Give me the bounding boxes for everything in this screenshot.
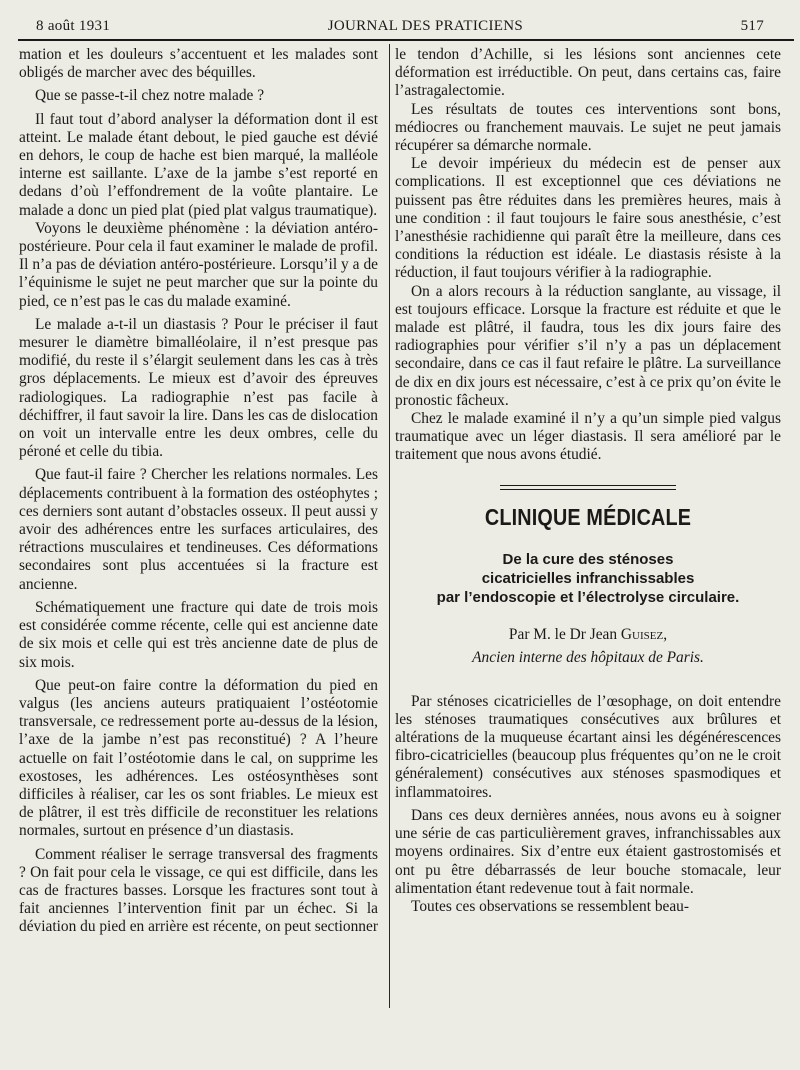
author-affiliation: Ancien interne des hôpitaux de Paris. bbox=[472, 648, 704, 666]
byline-prefix: Par M. le Dr Jean bbox=[508, 625, 618, 643]
article-title-line: cicatricielles infranchissables bbox=[481, 569, 695, 587]
header-rule bbox=[18, 39, 794, 41]
paragraph: Comment réaliser le serrage transversal des fragments ? On fait pour cela le vissage, ce qui est difficile, dans les cas de fractures basses. Lorsque les fractures sont tout à fait anciennes l’intervention finit par un échec. Si la déviation du pied en arrière est récente, on peut sectionner bbox=[19, 845, 378, 936]
paragraph: Que se passe-t-il chez notre malade ? bbox=[35, 87, 265, 105]
section-separator bbox=[500, 485, 676, 490]
paragraph: Le malade a-t-il un diastasis ? Pour le préciser il faut mesurer le diamètre bimalléolaire, il n’est presque pas modifié, du reste il s’élargit seulement dans les cas à très gros déplacements. Le mieux est d’avoir des épreuves radiologiques. La radiographie n’est pas facile à déchiffrer, il faut savoir la lire. Dans les cas de dislocation on voit un intervalle entre les deux ombres, celle du péroné et celle du tibia. bbox=[19, 315, 378, 461]
paragraph: Le devoir impérieux du médecin est de penser aux complications. Il est exceptionnel que ces déviations ne puissent pas être réduites dans les premières heures, mais à une condition : il faut toujours le faire sous anesthésie, c’est l’anesthésie rachidienne qui paraît être la meilleure, dans ces conditions la réduction est idéale. Le diastasis résiste à la réduction, il faut toujours vérifier à la radiographie. bbox=[395, 155, 781, 282]
byline-surname: Guisez, bbox=[620, 625, 668, 643]
paragraph: Schématiquement une fracture qui date de trois mois est considérée comme récente, celle qui est ancienne date de six mois et celle qui est très ancienne date de plus de six mois. bbox=[19, 598, 378, 671]
article-title-line: De la cure des sténoses bbox=[502, 550, 674, 568]
paragraph: Toutes ces observations se ressemblent beau- bbox=[411, 897, 690, 915]
paragraph: Par sténoses cicatricielles de l’œsophage, on doit entendre les sténoses traumatiques consécutives aux brûlures et altérations de la muqueuse écartant ainsi les dégénérescences fibro-cicatricielles (beaucoup plus fréquentes qu’on ne le croit généralement) consécutives aux sténoses spasmodiques et inflammatoires. bbox=[395, 692, 781, 801]
column-divider bbox=[389, 44, 390, 1008]
page-number: 517 bbox=[740, 18, 764, 34]
article-title bbox=[395, 550, 781, 607]
left-column bbox=[19, 46, 378, 1010]
right-column bbox=[395, 46, 781, 1010]
paragraph: mation et les douleurs s’accentuent et les malades sont obligés de marcher avec des béquilles. bbox=[19, 46, 378, 82]
byline bbox=[395, 625, 781, 644]
paragraph: Que peut-on faire contre la déformation du pied en valgus (les anciens auteurs pratiquaient l’ostéotomie transversale, ce redressement porte au-dessus de la lésion, l’axe de la jambe n’est pas reconstitué) ? A l’heure actuelle on fait l’ostéotomie dans le cal, on supprime les exostoses, les adhérences. Les ostéosynthèses sont difficiles à réaliser, car les os sont friables. Le mieux est de plâtrer, il est très difficile de reconstituer les relations normales, surtout en présence d’un diastasis. bbox=[19, 676, 378, 840]
issue-date: 8 août 1931 bbox=[36, 18, 111, 34]
paragraph: Dans ces deux dernières années, nous avons eu à soigner une série de cas particulièrement graves, infranchissables aux moyens ordinaires. Six d’entre eux étaient gastrostomisés et ont pu être débarrassés de leur bouche stomacale, leur alimentation étant redevenue tout à fait normale. bbox=[395, 806, 781, 897]
article-title-line: par l’endoscopie et l’électrolyse circulaire. bbox=[436, 588, 740, 606]
paragraph: Les résultats de toutes ces interventions sont bons, médiocres ou franchement mauvais. Le sujet ne peut jamais récupérer sa démarche normale. bbox=[395, 100, 781, 155]
running-head bbox=[36, 18, 764, 38]
paragraph: le tendon d’Achille, si les lésions sont anciennes cete déformation est irréductible. On peut, dans certains cas, faire l’astragalectomie. bbox=[395, 46, 781, 100]
paragraph: Chez le malade examiné il n’y a qu’un simple pied valgus traumatique avec un léger diastasis. Il sera amélioré par le traitement que nous avons étudié. bbox=[395, 410, 781, 464]
section-title: CLINIQUE MÉDICALE bbox=[484, 503, 692, 530]
paragraph: On a alors recours à la réduction sanglante, au vissage, il est toujours efficace. Lorsque la fracture est réduite et que le malade est plâtré, il faudra, tous les dix jours faire des radiographies pour vérifier s’il n’y a pas un déplacement secondaire, dans ce cas il faut refaire le plâtre. La surveillance de dix en dix jours est nécessaire, c’est à ce prix qu’on évite le pronostic fâcheux. bbox=[395, 282, 781, 409]
paragraph: Il faut tout d’abord analyser la déformation dont il est atteint. Le malade étant debout, le pied gauche est dévié en dehors, le coup de hache est bien marqué, la malléole interne est saillante. L’axe de la jambe s’est reporté en dedans d’où l’effondrement de la voûte plantaire. Le malade a donc un pied plat (pied plat valgus traumatique). bbox=[19, 110, 378, 219]
journal-name: JOURNAL DES PRATICIENS bbox=[327, 18, 523, 34]
paragraph: Voyons le deuxième phénomène : la déviation antéro-postérieure. Pour cela il faut examiner le malade de profil. Il n’a pas de déviation antéro-postérieure. Lorsqu’il y a de l’équinisme le sujet ne peut marcher que sur la pointe du pied, ce n’est pas le cas du malade examiné. bbox=[19, 219, 378, 310]
paragraph: Que faut-il faire ? Chercher les relations normales. Les déplacements contribuent à la formation des ostéophytes ; ces derniers sont autant d’obstacles osseux. Il peut aussi y avoir des adhérences entre les surfaces articulaires, des rétractions musculaires et tendineuses. Ces déformations secondaires sont plus accentuées si la fracture est ancienne. bbox=[19, 466, 378, 593]
